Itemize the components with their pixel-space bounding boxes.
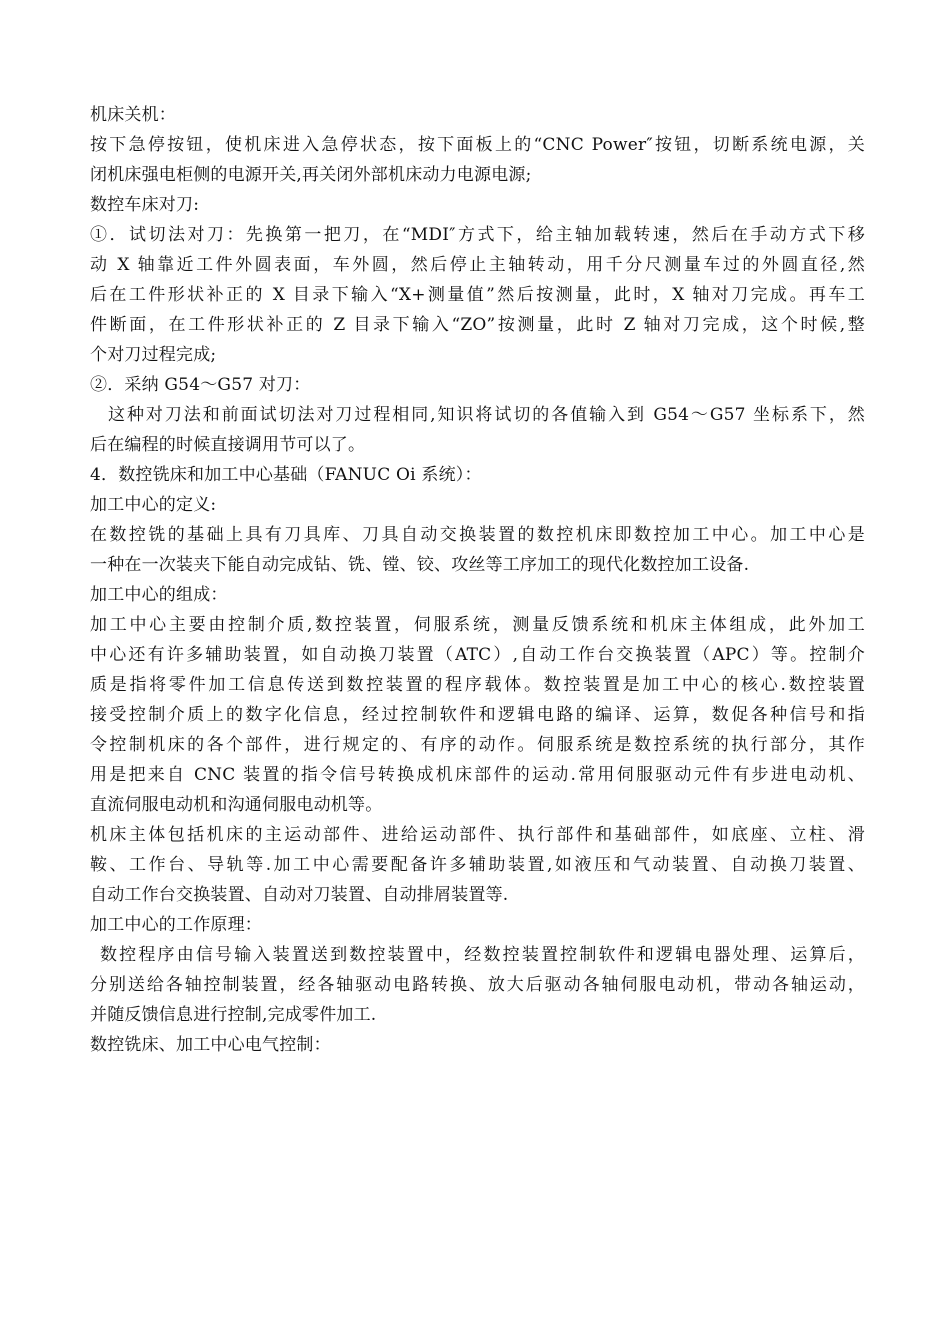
text-line: 加工中心的工作原理： (90, 915, 262, 935)
text-line: 加工中心的组成： (90, 585, 228, 605)
text-line: 并随反馈信息进行控制,完成零件加工. (90, 1005, 377, 1025)
text-line: 直流伺服电动机和沟通伺服电动机等。 (90, 795, 383, 815)
text-line: ①．试切法对刀：先换第一把刀，在“MDI″方式下，给主轴加载转速，然后在手动方式下移 (90, 225, 865, 245)
document-body (90, 100, 865, 1060)
text-line: 数控车床对刀: (90, 195, 200, 215)
text-line: 机床关机： (90, 105, 176, 125)
text-line: 后在编程的时候直接调用节可以了。 (90, 435, 366, 455)
text-line: 鞍、工作台、导轨等.加工中心需要配备许多辅助装置,如液压和气动装置、自动换刀装置、 (90, 855, 865, 875)
text-line: ②．采纳 G54～G57 对刀： (90, 375, 311, 395)
text-line: 后在工件形状补正的 X 目录下输入“X+测量值”然后按测量，此时，X 轴对刀完成。再车工 (90, 285, 865, 305)
text-line: 按下急停按钮，使机床进入急停状态，按下面板上的“CNC Power″按钮，切断系统电源，关 (90, 135, 865, 155)
text-line: 自动工作台交换装置、自动对刀装置、自动排屑装置等. (90, 885, 509, 905)
text-line: 数控铣床、加工中心电气控制： (90, 1035, 331, 1055)
text-line: 分别送给各轴控制装置，经各轴驱动电路转换、放大后驱动各轴伺服电动机，带动各轴运动， (90, 975, 865, 995)
text-line: 接受控制介质上的数字化信息，经过控制软件和逻辑电路的编译、运算，数促各种信号和指 (90, 705, 865, 725)
text-line: 质是指将零件加工信息传送到数控装置的程序载体。数控装置是加工中心的核心.数控装置 (90, 675, 865, 695)
text-line: 用是把来自 CNC 装置的指令信号转换成机床部件的运动.常用伺服驱动元件有步进电动机、 (90, 765, 865, 785)
text-line: 加工中心主要由控制介质,数控装置，伺服系统，测量反馈系统和机床主体组成，此外加工 (90, 615, 865, 635)
text-line: 个对刀过程完成; (90, 345, 217, 365)
text-line: 闭机床强电柜侧的电源开关,再关闭外部机床动力电源电源; (90, 165, 532, 185)
text-line: 4．数控铣床和加工中心基础（FANUC Oi 系统）： (90, 465, 482, 485)
text-line: 一种在一次装夹下能自动完成钻、铣、镗、铰、攻丝等工序加工的现代化数控加工设备. (90, 555, 750, 575)
text-line: 中心还有许多辅助装置，如自动换刀装置（ATC）,自动工作台交换装置（APC）等。控制介 (90, 645, 865, 665)
text-line: 令控制机床的各个部件，进行规定的、有序的动作。伺服系统是数控系统的执行部分，其作 (90, 735, 865, 755)
text-line: 加工中心的定义: (90, 495, 217, 515)
text-line: 数控程序由信号输入装置送到数控装置中，经数控装置控制软件和逻辑电器处理、运算后， (100, 945, 865, 965)
text-line: 件断面，在工件形状补正的 Z 目录下输入“ZO”按测量，此时 Z 轴对刀完成，这个时候,整 (90, 315, 865, 335)
text-line: 动 X 轴靠近工件外圆表面，车外圆，然后停止主轴转动，用千分尺测量车过的外圆直径,然 (90, 255, 865, 275)
text-line: 在数控铣的基础上具有刀具库、刀具自动交换装置的数控机床即数控加工中心。加工中心是 (90, 525, 865, 545)
text-line: 机床主体包括机床的主运动部件、进给运动部件、执行部件和基础部件，如底座、立柱、滑 (90, 825, 865, 845)
text-line: 这种对刀法和前面试切法对刀过程相同,知识将试切的各值输入到 G54～G57 坐标系下，然 (108, 405, 865, 425)
